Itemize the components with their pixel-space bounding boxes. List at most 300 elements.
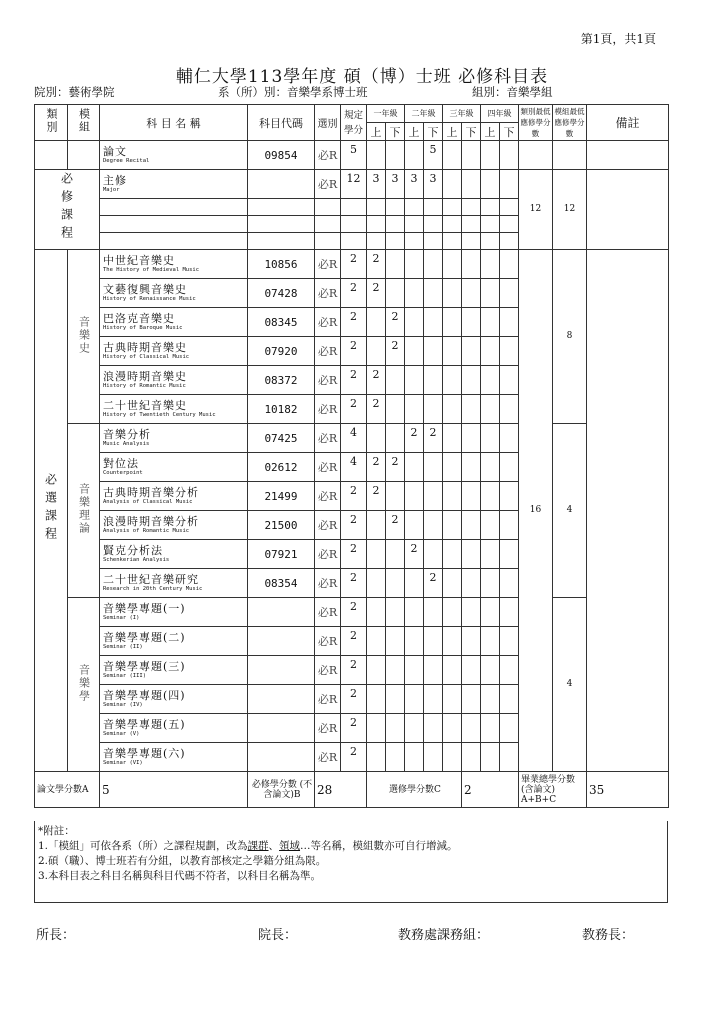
table-row	[35, 424, 669, 453]
grade-empty	[443, 540, 462, 569]
grade-y1l: 3	[386, 170, 405, 199]
course-code: 02612	[248, 453, 315, 482]
grade-y1l	[386, 656, 405, 685]
grade-y1l	[386, 743, 405, 772]
grade-empty	[481, 627, 500, 656]
course-name: 古典時期音樂分析	[103, 486, 199, 499]
type-mark: 必R	[317, 663, 338, 677]
empty-cell	[462, 216, 481, 233]
grade-empty	[481, 714, 500, 743]
grade-empty	[500, 511, 519, 540]
grade-y2u	[405, 714, 424, 743]
grade-empty	[481, 170, 500, 199]
notes-box	[34, 821, 668, 903]
grade-empty	[500, 743, 519, 772]
grade-empty	[462, 540, 481, 569]
grade-y1l	[386, 424, 405, 453]
empty-cell	[35, 141, 68, 170]
note-3: 3.本科目表之科目名稱與科目代碼不符者，以科目名稱為準。	[38, 870, 322, 882]
grade-y1u	[367, 627, 386, 656]
module-min: 4	[553, 598, 587, 772]
course-cell	[100, 424, 248, 453]
grade-empty	[481, 279, 500, 308]
grade-empty	[500, 250, 519, 279]
grade-empty	[462, 279, 481, 308]
grade-empty	[500, 279, 519, 308]
course-type	[315, 366, 341, 395]
grade-empty	[481, 540, 500, 569]
type-mark: 必R	[317, 177, 338, 191]
course-english-name: Counterpoint	[103, 470, 143, 476]
elective-credits-value: 2	[462, 772, 519, 808]
course-name: 主修	[103, 174, 127, 187]
course-cell	[100, 250, 248, 279]
grade-y1l: 2	[386, 453, 405, 482]
course-code: 21500	[248, 511, 315, 540]
course-name: 音樂學專題(二)	[103, 631, 186, 644]
course-name: 音樂學專題(六)	[103, 747, 186, 760]
col-course-code: 科目代碼	[248, 105, 315, 141]
module-label: 音樂理論	[68, 424, 100, 598]
y2-lower: 下	[424, 123, 443, 141]
document-title: 輔仁大學113學年度 碩（博）士班 必修科目表	[175, 67, 549, 87]
course-cell	[100, 743, 248, 772]
grade-empty	[481, 366, 500, 395]
required-category-min: 12	[519, 170, 553, 250]
type-mark: 必R	[317, 576, 338, 590]
empty-cell	[68, 141, 100, 170]
grade-empty	[500, 366, 519, 395]
grade-y1l	[386, 366, 405, 395]
grade-y2u	[405, 366, 424, 395]
course-english-name: The History of Medieval Music	[103, 267, 200, 273]
course-code	[248, 598, 315, 627]
course-type	[315, 685, 341, 714]
table-row-thesis	[35, 141, 669, 170]
course-type	[315, 569, 341, 598]
group-label: 組別：音樂學組	[472, 85, 553, 99]
col-module-min: 模組最低應修學分數	[553, 105, 587, 141]
grade-empty	[443, 337, 462, 366]
school-label: 院別：藝術學院	[34, 85, 115, 99]
course-code: 10182	[248, 395, 315, 424]
course-name: 音樂分析	[103, 428, 151, 441]
course-cell	[100, 395, 248, 424]
empty-cell	[481, 216, 500, 233]
thesis-type	[315, 141, 341, 170]
grade-empty	[462, 170, 481, 199]
course-english-name: Seminar (III)	[103, 673, 147, 679]
grade-y2l: 2	[424, 424, 443, 453]
grade-empty	[500, 598, 519, 627]
grade-y2l	[424, 395, 443, 424]
empty-cell	[341, 216, 367, 233]
grade-y2l	[424, 598, 443, 627]
course-code	[248, 743, 315, 772]
grade-y2u: 2	[405, 424, 424, 453]
grade-y2l	[424, 308, 443, 337]
grade-y2l	[424, 627, 443, 656]
required-credits-label: 必修學分數 (不含論文)B	[248, 772, 315, 808]
elective-category-min: 16	[519, 250, 553, 772]
course-name: 文藝復興音樂史	[103, 283, 187, 296]
department-label: 系（所）別：音樂學系博士班	[218, 85, 368, 99]
grade-y1u: 3	[367, 170, 386, 199]
empty-cell	[424, 233, 443, 250]
grade-y1u: 2	[367, 482, 386, 511]
course-name: 巴洛克音樂史	[103, 312, 175, 325]
course-table	[34, 104, 669, 808]
grade-empty	[481, 337, 500, 366]
grade-y1u	[367, 685, 386, 714]
course-code	[248, 170, 315, 199]
course-type	[315, 424, 341, 453]
course-code	[248, 656, 315, 685]
grade-empty	[462, 627, 481, 656]
grade-y1l	[386, 395, 405, 424]
type-mark: 必R	[317, 148, 338, 162]
course-type	[315, 395, 341, 424]
grade-empty	[500, 627, 519, 656]
course-english-name: Analysis of Classical Music	[103, 499, 193, 505]
course-credits: 2	[341, 482, 367, 511]
grade-y2u	[405, 656, 424, 685]
empty-cell	[424, 216, 443, 233]
course-cell	[100, 482, 248, 511]
type-mark: 必R	[317, 431, 338, 445]
course-name: 中世紀音樂史	[103, 254, 175, 267]
grade-y1l	[386, 141, 405, 170]
course-name: 音樂學專題(一)	[103, 602, 186, 615]
empty-cell	[443, 216, 462, 233]
signature-dean: 院長：	[258, 928, 298, 943]
grade-empty	[462, 250, 481, 279]
empty-cell	[424, 199, 443, 216]
grade-empty	[500, 337, 519, 366]
y2-upper: 上	[405, 123, 424, 141]
course-credits: 2	[341, 598, 367, 627]
grade-empty	[462, 366, 481, 395]
empty-cell	[315, 216, 341, 233]
course-english-name: Schenkerian Analysis	[103, 557, 170, 563]
col-module: 模組	[68, 105, 100, 141]
grade-y2l	[424, 366, 443, 395]
course-name: 論文	[103, 145, 127, 158]
note-2: 2.碩（職）、博士班若有分組，以教育部核定之學籍分組為限。	[38, 855, 327, 867]
type-mark: 必R	[317, 402, 338, 416]
course-english-name: Degree Recital	[103, 158, 150, 164]
grade-empty	[443, 656, 462, 685]
signature-curriculum-office: 教務處課務組：	[398, 928, 490, 943]
course-name: 古典時期音樂史	[103, 341, 187, 354]
grade-y1u: 2	[367, 250, 386, 279]
course-english-name: Research in 20th Century Music	[103, 586, 203, 592]
course-cell	[100, 656, 248, 685]
course-type	[315, 627, 341, 656]
course-cell	[100, 598, 248, 627]
course-code: 07920	[248, 337, 315, 366]
grade-empty	[462, 598, 481, 627]
empty-cell	[500, 233, 519, 250]
elective-credits-label: 選修學分數C	[367, 772, 462, 808]
grade-y2u	[405, 395, 424, 424]
grade-empty	[443, 685, 462, 714]
module-min: 4	[553, 424, 587, 598]
empty-cell	[462, 233, 481, 250]
grade-empty	[443, 250, 462, 279]
course-cell	[100, 540, 248, 569]
grade-empty	[481, 598, 500, 627]
course-name: 浪漫時期音樂分析	[103, 515, 199, 528]
grade-empty	[443, 627, 462, 656]
grade-empty	[462, 424, 481, 453]
course-type	[315, 337, 341, 366]
grade-y2l: 5	[424, 141, 443, 170]
grade-y1u	[367, 511, 386, 540]
empty-cell	[443, 199, 462, 216]
grade-y1u	[367, 308, 386, 337]
grade-y2l	[424, 714, 443, 743]
course-type	[315, 656, 341, 685]
course-english-name: Seminar (V)	[103, 731, 140, 737]
note-1: 1.「模組」可依各系（所）之課程規劃，改為課群、領域…等名稱，模組數亦可自行增減。	[38, 840, 458, 852]
grade-y1u: 2	[367, 453, 386, 482]
grade-y2l	[424, 250, 443, 279]
page-number: 第1頁，共1頁	[580, 32, 656, 46]
course-cell	[100, 279, 248, 308]
course-type	[315, 743, 341, 772]
empty-cell	[500, 199, 519, 216]
grade-y2l	[424, 482, 443, 511]
grade-y1u	[367, 337, 386, 366]
grade-empty	[462, 569, 481, 598]
course-english-name: History of Renaissance Music	[103, 296, 196, 302]
notes-heading: *附註：	[38, 825, 75, 837]
course-credits: 2	[341, 395, 367, 424]
y1-lower: 下	[386, 123, 405, 141]
course-code	[248, 685, 315, 714]
course-cell	[100, 714, 248, 743]
col-category-min: 類別最低應修學分數	[519, 105, 553, 141]
y4-lower: 下	[500, 123, 519, 141]
empty-cell	[405, 216, 424, 233]
empty-cell	[367, 216, 386, 233]
table-row	[35, 170, 669, 199]
grade-empty	[500, 482, 519, 511]
course-credits: 2	[341, 337, 367, 366]
col-year2: 二年級	[405, 105, 443, 123]
grade-y2u	[405, 482, 424, 511]
col-remarks: 備註	[587, 105, 669, 141]
grade-empty	[443, 279, 462, 308]
col-category: 類別	[35, 105, 68, 141]
empty-cell	[500, 216, 519, 233]
grade-y1l	[386, 598, 405, 627]
grade-y1u: 2	[367, 279, 386, 308]
course-english-name: Seminar (I)	[103, 615, 140, 621]
course-name: 對位法	[103, 457, 139, 470]
grade-y2l: 3	[424, 170, 443, 199]
y1-upper: 上	[367, 123, 386, 141]
grade-empty	[500, 453, 519, 482]
empty-cell	[248, 216, 315, 233]
grade-y1u	[367, 656, 386, 685]
signature-director: 所長：	[36, 928, 76, 943]
empty-cell	[100, 233, 248, 250]
grade-y1u	[367, 424, 386, 453]
grade-y2u	[405, 250, 424, 279]
grade-y2l	[424, 540, 443, 569]
grade-empty	[443, 598, 462, 627]
grade-y1u: 2	[367, 395, 386, 424]
grade-empty	[462, 656, 481, 685]
course-credits: 2	[341, 250, 367, 279]
course-type	[315, 453, 341, 482]
type-mark: 必R	[317, 344, 338, 358]
grade-empty	[443, 141, 462, 170]
required-module-min: 12	[553, 170, 587, 250]
type-mark: 必R	[317, 692, 338, 706]
y4-upper: 上	[481, 123, 500, 141]
course-credits: 4	[341, 453, 367, 482]
grade-empty	[500, 141, 519, 170]
grade-empty	[481, 395, 500, 424]
y3-lower: 下	[462, 123, 481, 141]
grade-empty	[462, 395, 481, 424]
grade-y2u	[405, 627, 424, 656]
course-credits: 2	[341, 511, 367, 540]
empty-cell	[481, 233, 500, 250]
empty-cell	[481, 199, 500, 216]
grade-y2u	[405, 308, 424, 337]
course-name: 二十世紀音樂研究	[103, 573, 199, 586]
grade-empty	[500, 685, 519, 714]
grade-y2l: 2	[424, 569, 443, 598]
grade-empty	[500, 656, 519, 685]
grade-y2u	[405, 453, 424, 482]
grade-empty	[481, 453, 500, 482]
course-credits: 12	[341, 170, 367, 199]
course-english-name: Music Analysis	[103, 441, 150, 447]
type-mark: 必R	[317, 315, 338, 329]
grade-y1u: 2	[367, 366, 386, 395]
grade-empty	[443, 170, 462, 199]
grade-y1l	[386, 569, 405, 598]
remarks-cell	[587, 170, 669, 250]
course-english-name: Major	[103, 187, 120, 193]
grade-y1u	[367, 714, 386, 743]
grade-y1l	[386, 714, 405, 743]
type-mark: 必R	[317, 373, 338, 387]
grade-empty	[462, 337, 481, 366]
grade-empty	[462, 743, 481, 772]
course-code	[248, 627, 315, 656]
course-credits: 2	[341, 279, 367, 308]
empty-cell	[519, 141, 553, 170]
grade-empty	[462, 482, 481, 511]
table-row	[35, 250, 669, 279]
grade-empty	[500, 395, 519, 424]
grade-empty	[481, 569, 500, 598]
course-type	[315, 250, 341, 279]
course-cell	[100, 511, 248, 540]
grade-empty	[481, 141, 500, 170]
type-mark: 必R	[317, 489, 338, 503]
required-credits-value: 28	[315, 772, 367, 808]
course-type	[315, 482, 341, 511]
grade-y2l	[424, 685, 443, 714]
empty-cell	[100, 216, 248, 233]
grade-y2u	[405, 569, 424, 598]
grade-y1u	[367, 598, 386, 627]
thesis-code: 09854	[248, 141, 315, 170]
grade-empty	[481, 308, 500, 337]
grade-y1u	[367, 743, 386, 772]
total-credits-value: 35	[587, 772, 669, 808]
type-mark: 必R	[317, 634, 338, 648]
grade-empty	[462, 308, 481, 337]
course-credits: 2	[341, 540, 367, 569]
grade-y2l	[424, 453, 443, 482]
grade-y1l	[386, 250, 405, 279]
col-type: 選別	[315, 105, 341, 141]
signature-provost: 教務長：	[582, 928, 635, 943]
grade-y2u	[405, 743, 424, 772]
grade-empty	[443, 482, 462, 511]
course-cell	[100, 366, 248, 395]
course-name: 音樂學專題(四)	[103, 689, 186, 702]
empty-cell	[462, 199, 481, 216]
course-credits: 2	[341, 714, 367, 743]
grade-y2l	[424, 656, 443, 685]
type-mark: 必R	[317, 257, 338, 271]
empty-cell	[386, 216, 405, 233]
grade-y2u: 2	[405, 540, 424, 569]
remarks-cell	[587, 250, 669, 772]
grade-empty	[500, 540, 519, 569]
type-mark: 必R	[317, 518, 338, 532]
course-cell	[100, 308, 248, 337]
course-name: 賢克分析法	[103, 544, 163, 557]
grade-empty	[462, 511, 481, 540]
grade-y1l	[386, 482, 405, 511]
course-code: 08354	[248, 569, 315, 598]
course-english-name: History of Twentieth Century Music	[103, 412, 216, 418]
empty-cell	[405, 233, 424, 250]
module-label: 音樂學	[68, 598, 100, 772]
grade-y1l: 2	[386, 308, 405, 337]
grade-y2l	[424, 337, 443, 366]
course-credits: 2	[341, 569, 367, 598]
empty-cell	[367, 199, 386, 216]
grade-empty	[500, 308, 519, 337]
grade-y2l	[424, 279, 443, 308]
col-course-name: 科 目 名 稱	[100, 105, 248, 141]
grade-y1l: 2	[386, 337, 405, 366]
course-code: 08372	[248, 366, 315, 395]
grade-empty	[443, 743, 462, 772]
elective-category-label: 必選課程	[35, 250, 68, 772]
type-mark: 必R	[317, 547, 338, 561]
empty-cell	[341, 199, 367, 216]
empty-cell	[248, 199, 315, 216]
grade-y2u	[405, 685, 424, 714]
grade-empty	[443, 453, 462, 482]
grade-empty	[462, 685, 481, 714]
course-credits: 4	[341, 424, 367, 453]
type-mark: 必R	[317, 605, 338, 619]
grade-empty	[443, 395, 462, 424]
